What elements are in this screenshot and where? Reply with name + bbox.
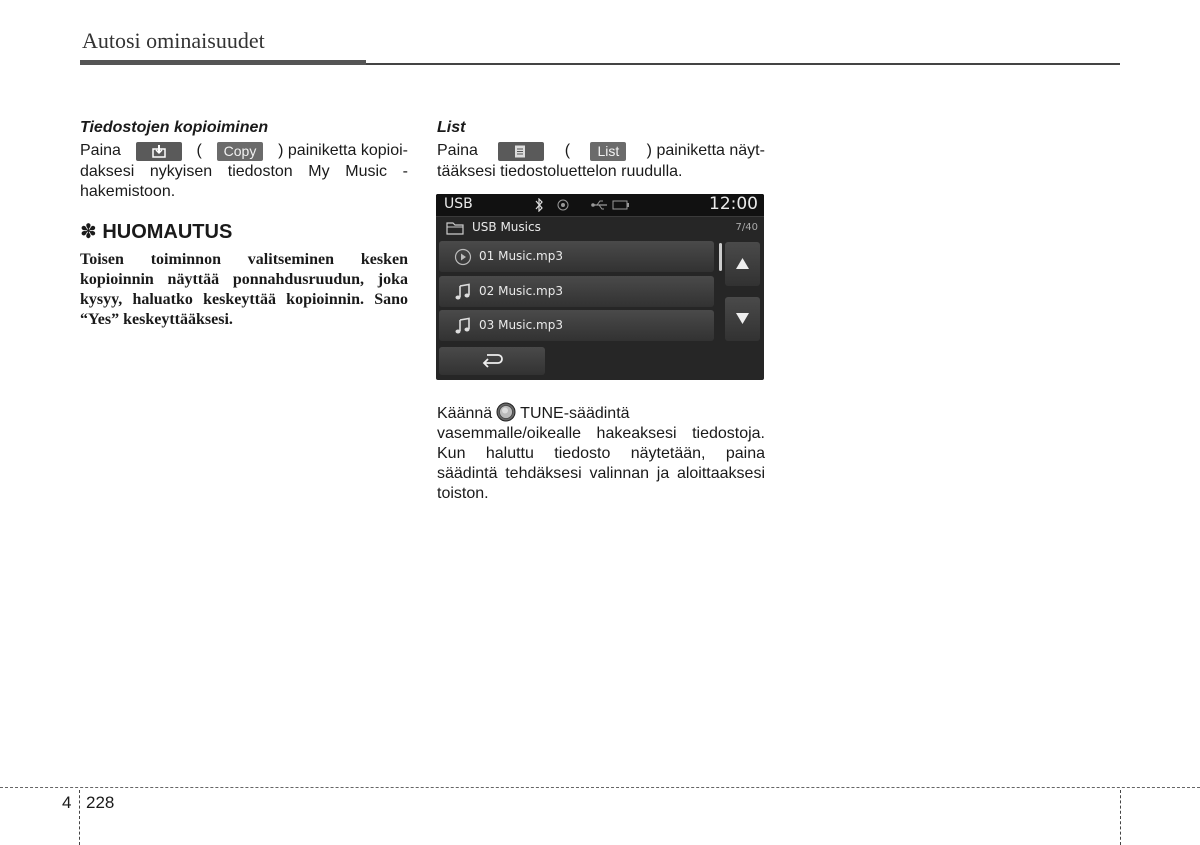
note-heading: ✽ HUOMAUTUS — [80, 221, 233, 243]
header-rule-thick — [80, 60, 366, 65]
tune-text-post: TUNE-säädintä vasemmalle/oikealle hakeaksesi tiedostoja. Kun haluttu tiedosto näytetään, paina säädintä tehdäksesi valinnan ja aloittaaksesi toiston. — [437, 405, 765, 502]
list-line-1 — [437, 140, 765, 162]
screen-list-item-label: 01 Music.mp3 — [479, 249, 563, 263]
list-line-pre: Paina — [437, 142, 478, 159]
header-rule-thin — [366, 63, 1120, 65]
list-section — [437, 118, 765, 182]
screen-list-item-label: 03 Music.mp3 — [479, 318, 563, 332]
copy-screen-button[interactable]: Copy — [217, 142, 264, 161]
copy-text: daksesi nykyisen tiedoston My Music -hakemistoon. — [80, 163, 408, 200]
play-circle-icon — [454, 248, 472, 266]
copy-section — [80, 118, 408, 330]
status-icons — [533, 198, 643, 212]
tune-text-pre: Käännä — [437, 405, 493, 422]
music-note-icon — [454, 283, 472, 301]
footer-chapter-number: 4 — [62, 793, 72, 812]
page-header-title: Autosi ominaisuudet — [82, 28, 265, 53]
footer-vline-left — [79, 790, 80, 845]
folder-icon — [446, 221, 466, 235]
settings-circle-icon — [558, 200, 568, 210]
copy-line-1 — [80, 140, 408, 162]
copy-save-icon — [152, 145, 166, 158]
tune-paragraph — [437, 402, 765, 504]
screen-back-button[interactable] — [439, 347, 545, 375]
list-text: tääksesi tiedostoluettelon ruudulla. — [437, 163, 683, 180]
list-doc-icon — [514, 145, 526, 158]
list-heading: List — [437, 119, 466, 136]
screen-folder-row — [436, 218, 764, 238]
screen-list-item[interactable] — [439, 276, 714, 307]
music-note-icon — [454, 317, 472, 335]
footer-page-number: 228 — [86, 793, 115, 812]
back-arrow-icon — [481, 353, 503, 368]
footer-vline-right — [1120, 790, 1121, 845]
list-paren-open: ( — [564, 142, 571, 159]
note-body: Toisen toiminnon valitseminen kesken kopioinnin näyttää ponnahdusruudun, joka kysyy, haluatko keskeyttää kopioinnin. Sano “Yes” keskeyttääksesi. — [80, 251, 408, 328]
screen-folder-name: USB Musics — [472, 220, 541, 234]
head-unit-screen — [436, 194, 764, 380]
screen-list-item[interactable] — [439, 241, 714, 272]
copy-line-pre: Paina — [80, 142, 121, 159]
list-screen-button[interactable]: List — [590, 142, 626, 161]
list-line-post: ) painiketta näyt- — [646, 142, 765, 159]
screen-list-item[interactable] — [439, 310, 714, 341]
copy-paren-open: ( — [196, 142, 202, 159]
footer-divider — [0, 787, 1200, 788]
screen-file-count: 7/40 — [735, 222, 758, 233]
list-hard-button[interactable] — [498, 142, 544, 161]
screen-source-label: USB — [444, 196, 473, 212]
screen-clock: 12:00 — [709, 194, 758, 214]
copy-line-post: ) painiketta kopioi- — [278, 142, 408, 159]
screen-list-item-label: 02 Music.mp3 — [479, 284, 563, 298]
triangle-up-icon — [736, 258, 749, 269]
battery-icon — [613, 201, 629, 209]
bluetooth-icon — [536, 199, 542, 211]
triangle-down-icon — [736, 313, 749, 324]
screen-scrollbar[interactable] — [719, 243, 722, 271]
scroll-down-button[interactable] — [725, 297, 760, 341]
usb-icon — [591, 201, 607, 209]
copy-heading: Tiedostojen kopioiminen — [80, 119, 269, 136]
scroll-up-button[interactable] — [725, 242, 760, 286]
tune-knob-icon — [496, 402, 516, 422]
screen-status-bar — [436, 194, 764, 217]
copy-hard-button[interactable] — [136, 142, 182, 161]
